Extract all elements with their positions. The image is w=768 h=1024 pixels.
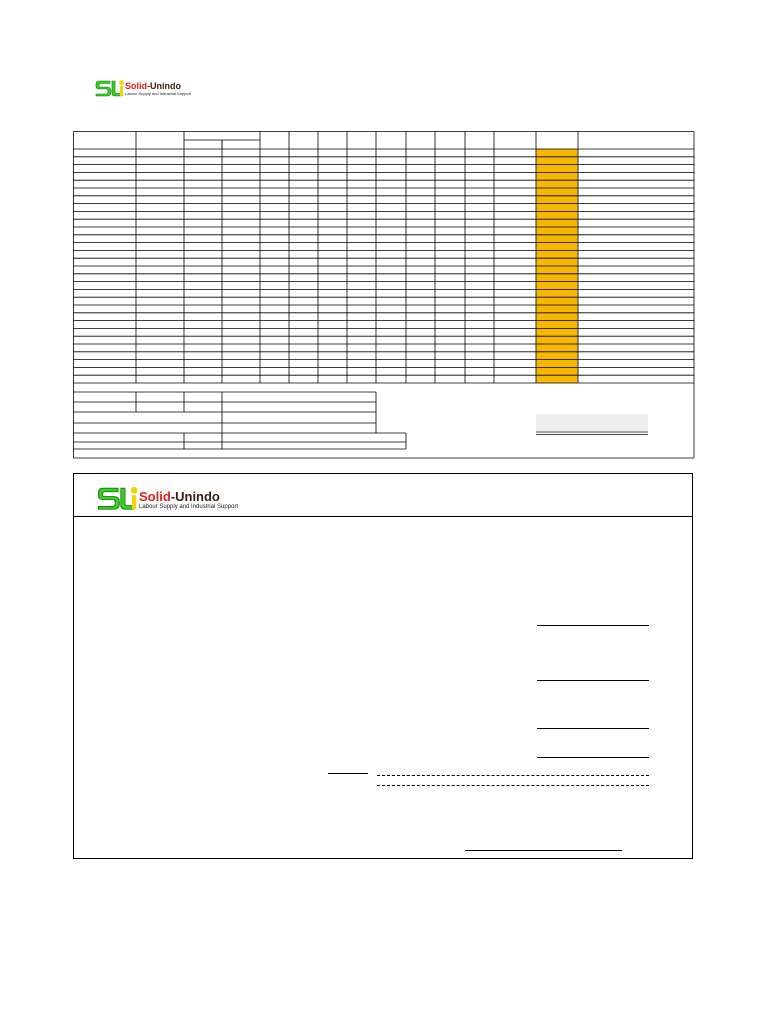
solid-unindo-logo-mark bbox=[95, 78, 125, 98]
company-logo-top bbox=[95, 78, 191, 98]
grand-total-box bbox=[536, 414, 648, 431]
solid-unindo-logo-mark bbox=[97, 484, 139, 512]
company-name: Solid-Unindo bbox=[125, 81, 181, 91]
words-label-underline bbox=[328, 773, 368, 774]
amount-in-words-line-2 bbox=[377, 785, 649, 786]
pay-slip-panel bbox=[73, 473, 693, 859]
amount-in-words-line-1 bbox=[377, 775, 649, 776]
timesheet-table bbox=[73, 131, 695, 459]
company-tagline: Labour Supply and Industrial Support bbox=[139, 504, 239, 510]
pay-slip-header-divider bbox=[74, 516, 692, 517]
amount-underline-4 bbox=[537, 757, 649, 758]
amount-underline-3 bbox=[537, 728, 649, 729]
amount-underline-1 bbox=[537, 625, 649, 626]
company-logo-slip bbox=[97, 484, 238, 512]
company-name: Solid-Unindo bbox=[139, 489, 220, 504]
company-tagline: Labour Supply and Industrial Support bbox=[125, 91, 192, 96]
amount-underline-2 bbox=[537, 680, 649, 681]
signature-line bbox=[465, 850, 622, 851]
